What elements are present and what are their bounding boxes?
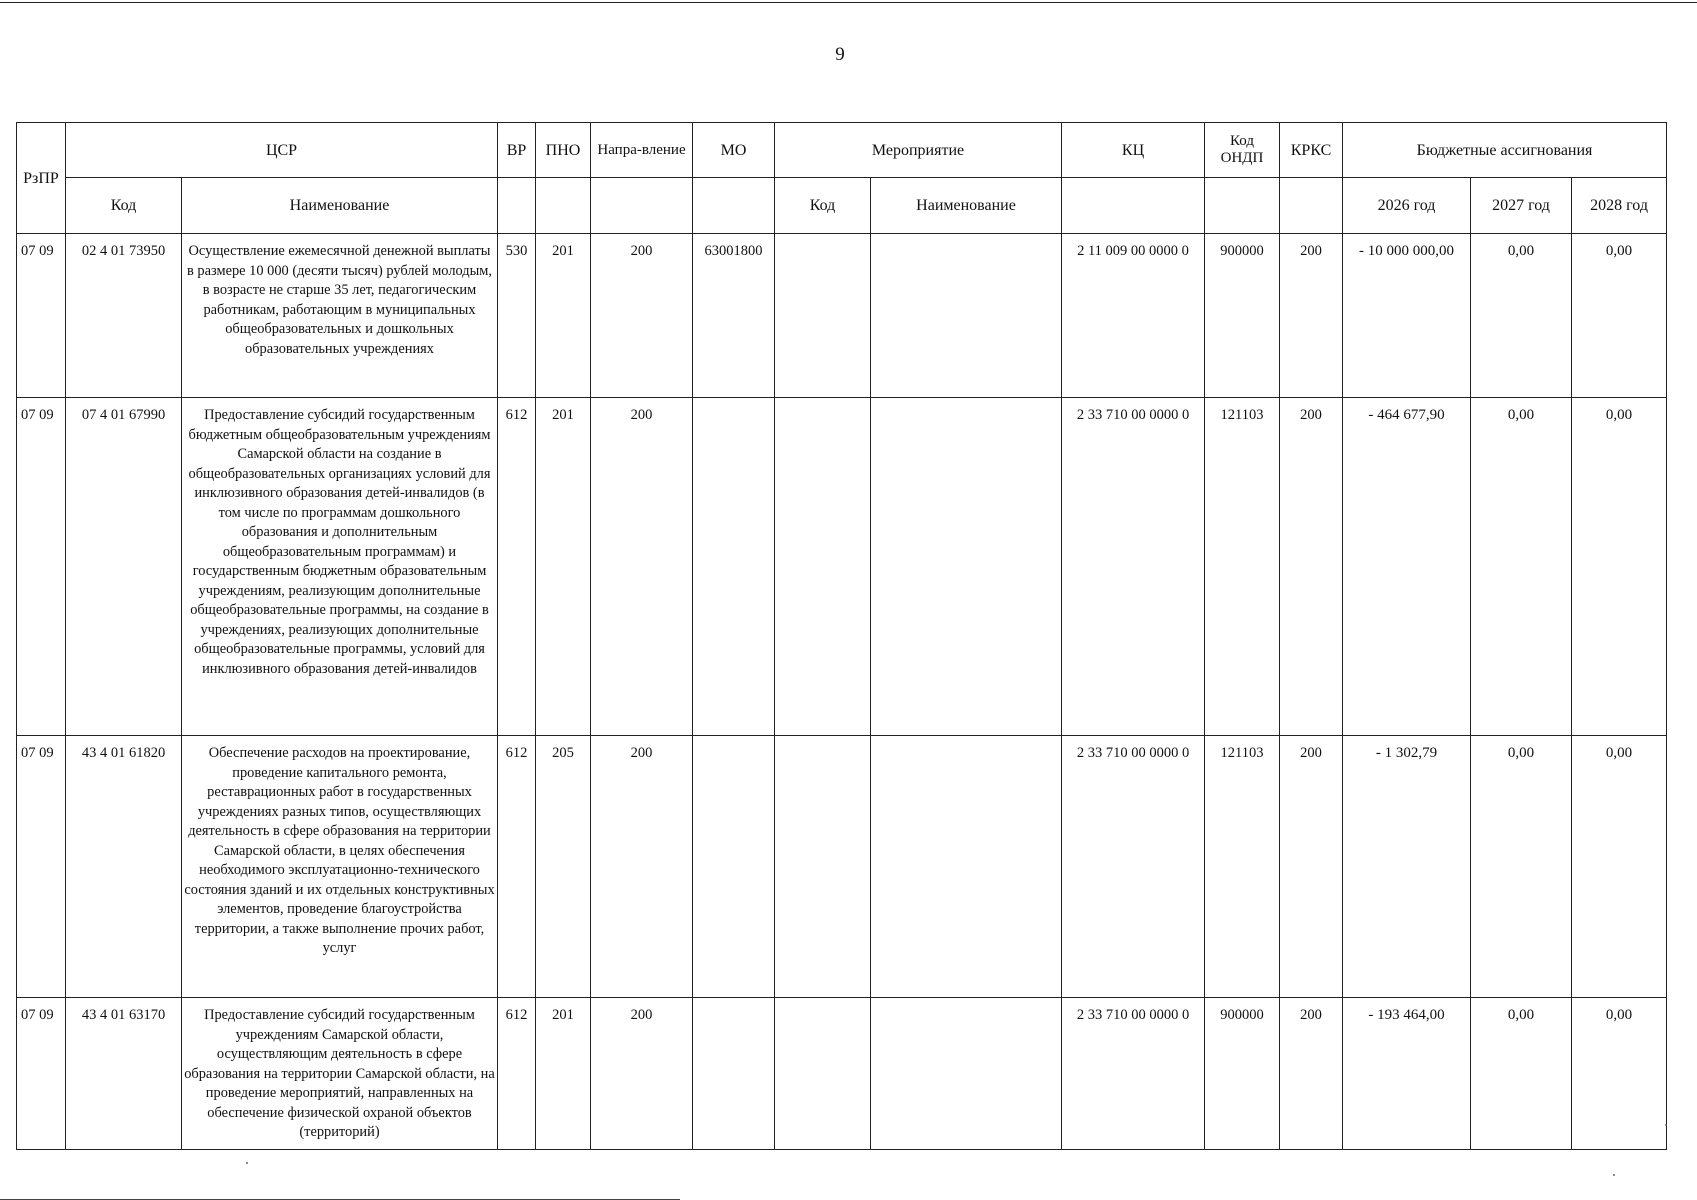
cell-krks: 200 bbox=[1280, 736, 1343, 998]
cell-2027: 0,00 bbox=[1471, 998, 1572, 1150]
table-body bbox=[17, 234, 1667, 1150]
cell-mo bbox=[693, 998, 775, 1150]
cell-ondp: 121103 bbox=[1205, 736, 1280, 998]
cell-2028: 0,00 bbox=[1572, 398, 1667, 736]
cell-vr: 530 bbox=[498, 234, 536, 398]
cell-direction: 200 bbox=[591, 398, 693, 736]
top-border-line bbox=[0, 2, 1697, 3]
cell-mo bbox=[693, 736, 775, 998]
cell-ondp: 900000 bbox=[1205, 998, 1280, 1150]
cell-2026: - 1 302,79 bbox=[1343, 736, 1471, 998]
cell-2028: 0,00 bbox=[1572, 736, 1667, 998]
header-budget: Бюджетные ассигнования bbox=[1343, 123, 1667, 178]
header-vr-blank bbox=[498, 178, 536, 234]
table-row bbox=[17, 234, 1667, 398]
cell-kc: 2 33 710 00 0000 0 bbox=[1062, 998, 1205, 1150]
header-row-bottom bbox=[17, 178, 1667, 234]
table-row bbox=[17, 736, 1667, 998]
header-kc-blank bbox=[1062, 178, 1205, 234]
cell-2026: - 464 677,90 bbox=[1343, 398, 1471, 736]
cell-mo bbox=[693, 398, 775, 736]
cell-pno: 201 bbox=[536, 398, 591, 736]
cell-vr: 612 bbox=[498, 998, 536, 1150]
cell-mo: 63001800 bbox=[693, 234, 775, 398]
budget-allocations-table bbox=[16, 122, 1667, 1150]
table-row bbox=[17, 398, 1667, 736]
cell-pno: 205 bbox=[536, 736, 591, 998]
header-krks: КРКС bbox=[1280, 123, 1343, 178]
header-year-2026: 2026 год bbox=[1343, 178, 1471, 234]
header-ondp: Код ОНДП bbox=[1205, 123, 1280, 178]
cell-event-name bbox=[871, 398, 1062, 736]
header-event-code: Код bbox=[775, 178, 871, 234]
cell-vr: 612 bbox=[498, 736, 536, 998]
cell-csr-code: 43 4 01 63170 bbox=[66, 998, 182, 1150]
page-number: 9 bbox=[835, 44, 845, 65]
header-ondp-blank bbox=[1205, 178, 1280, 234]
header-mo: МО bbox=[693, 123, 775, 178]
cell-csr-code: 07 4 01 67990 bbox=[66, 398, 182, 736]
cell-rzpr: 07 09 bbox=[17, 398, 66, 736]
cell-2027: 0,00 bbox=[1471, 736, 1572, 998]
header-direction: Напра-вление bbox=[591, 123, 693, 178]
cell-2028: 0,00 bbox=[1572, 998, 1667, 1150]
cell-csr-name: Обеспечение расходов на проектирование, проведение капитального ремонта, реставрационных работ в государственных учреждениях разных типов, осуществляющих деятельность в сфере образования на территории Самарской области, в целях обеспечения необходимого эксплуатационно-технического состояния зданий и их отдельных конструктивных элементов, проведение благоустройства территории, а также выполнение прочих работ, услуг bbox=[182, 736, 498, 998]
table-row bbox=[17, 998, 1667, 1150]
cell-2026: - 10 000 000,00 bbox=[1343, 234, 1471, 398]
header-mo-blank bbox=[693, 178, 775, 234]
cell-event-name bbox=[871, 998, 1062, 1150]
cell-krks: 200 bbox=[1280, 398, 1343, 736]
cell-2027: 0,00 bbox=[1471, 234, 1572, 398]
header-event: Мероприятие bbox=[775, 123, 1062, 178]
header-direction-blank bbox=[591, 178, 693, 234]
cell-rzpr: 07 09 bbox=[17, 234, 66, 398]
cell-event-code bbox=[775, 998, 871, 1150]
cell-event-code bbox=[775, 234, 871, 398]
cell-csr-code: 02 4 01 73950 bbox=[66, 234, 182, 398]
scan-speck bbox=[1665, 1124, 1667, 1126]
header-year-2028: 2028 год bbox=[1572, 178, 1667, 234]
cell-krks: 200 bbox=[1280, 998, 1343, 1150]
cell-ondp: 900000 bbox=[1205, 234, 1280, 398]
cell-rzpr: 07 09 bbox=[17, 998, 66, 1150]
cell-kc: 2 11 009 00 0000 0 bbox=[1062, 234, 1205, 398]
cell-event-name bbox=[871, 234, 1062, 398]
header-pno: ПНО bbox=[536, 123, 591, 178]
header-rzpr: РзПР bbox=[17, 123, 66, 234]
header-csr-code: Код bbox=[66, 178, 182, 234]
cell-event-code bbox=[775, 736, 871, 998]
cell-csr-code: 43 4 01 61820 bbox=[66, 736, 182, 998]
header-pno-blank bbox=[536, 178, 591, 234]
cell-pno: 201 bbox=[536, 998, 591, 1150]
cell-rzpr: 07 09 bbox=[17, 736, 66, 998]
table-header bbox=[17, 123, 1667, 234]
cell-csr-name: Осуществление ежемесячной денежной выплаты в размере 10 000 (десяти тысяч) рублей молодым, в возрасте не старше 35 лет, педагогическим работникам, работающим в муниципальных общеобразовательных и дошкольных образовательных учреждениях bbox=[182, 234, 498, 398]
cell-csr-name: Предоставление субсидий государственным учреждениям Самарской области, осуществляющим деятельность в сфере образования на территории Самарской области, на проведение мероприятий, направленных на обеспечение физической охраной объектов (территорий) bbox=[182, 998, 498, 1150]
cell-2026: - 193 464,00 bbox=[1343, 998, 1471, 1150]
scan-speck bbox=[1613, 1174, 1615, 1176]
cell-pno: 201 bbox=[536, 234, 591, 398]
cell-event-code bbox=[775, 398, 871, 736]
cell-kc: 2 33 710 00 0000 0 bbox=[1062, 398, 1205, 736]
header-krks-blank bbox=[1280, 178, 1343, 234]
cell-ondp: 121103 bbox=[1205, 398, 1280, 736]
header-row-top bbox=[17, 123, 1667, 178]
cell-direction: 200 bbox=[591, 234, 693, 398]
cell-csr-name: Предоставление субсидий государственным бюджетным общеобразовательным учреждениям Самарской области на создание в общеобразовательных организациях условий для инклюзивного образования детей-инвалидов (в том числе по программам дошкольного образования и дополнительным общеобразовательным программам) и государственным бюджетным образовательным учреждениям, реализующим дополнительные общеобразовательные программы, на создание в учреждениях, реализующих дополнительные общеобразовательные программы, условий для инклюзивного образования детей-инвалидов bbox=[182, 398, 498, 736]
header-vr: ВР bbox=[498, 123, 536, 178]
cell-kc: 2 33 710 00 0000 0 bbox=[1062, 736, 1205, 998]
cell-2027: 0,00 bbox=[1471, 398, 1572, 736]
cell-direction: 200 bbox=[591, 998, 693, 1150]
cell-direction: 200 bbox=[591, 736, 693, 998]
header-csr-name: Наименование bbox=[182, 178, 498, 234]
scan-speck bbox=[246, 1162, 248, 1164]
cell-vr: 612 bbox=[498, 398, 536, 736]
header-kc: КЦ bbox=[1062, 123, 1205, 178]
header-csr: ЦСР bbox=[66, 123, 498, 178]
header-event-name: Наименование bbox=[871, 178, 1062, 234]
header-year-2027: 2027 год bbox=[1471, 178, 1572, 234]
cell-krks: 200 bbox=[1280, 234, 1343, 398]
cell-event-name bbox=[871, 736, 1062, 998]
cell-2028: 0,00 bbox=[1572, 234, 1667, 398]
